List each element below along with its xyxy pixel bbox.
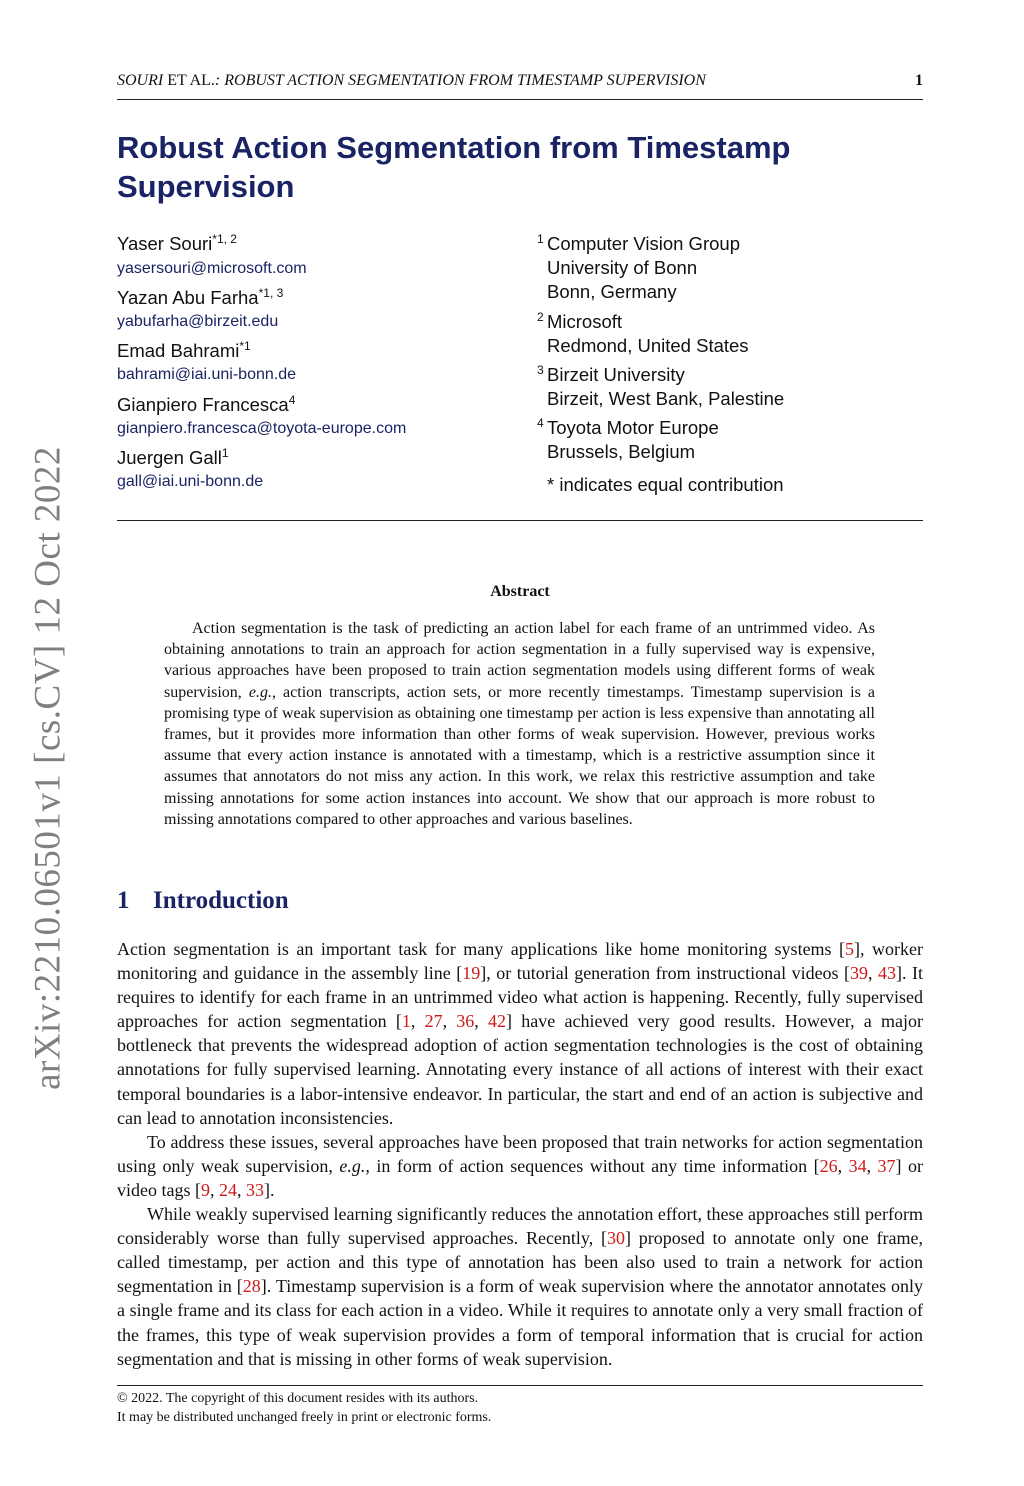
- affiliation-mark: 1: [537, 232, 544, 246]
- citation-link[interactable]: 1: [401, 1011, 411, 1032]
- intro-paragraph: Action segmentation is an important task for many applications like home monitoring systems [5], worker monitoring and guidance in the assembly line [19], or tutorial generation from instructional videos [39, 43]. It requires to identify for each frame in an untrimmed video what action is happening. Recently, fully supervised approaches for action segmentation [1, 27, 36, 42] have achieved very good results. However, a major bottleneck that prevents the widespread adoption of action segmentation technologies is the cost of obtaining annotations for fully supervised learning. Annotating every instance of all actions of interest with their exact temporal boundaries is a labor-intensive endeavor. In particular, the start and end of an action is subjective and can lead to annotation inconsistencies.: [117, 939, 924, 1128]
- equal-contribution-note: * indicates equal contribution: [547, 474, 784, 495]
- citation-link[interactable]: 5: [845, 939, 855, 959]
- abstract-heading: Abstract: [490, 583, 550, 600]
- affiliation: 1 Computer Vision Group University of Bonn Bonn, Germany: [537, 232, 740, 304]
- author-name: Gianpiero Francesca$^4$: [117, 393, 296, 415]
- citation-link[interactable]: 39: [850, 963, 869, 984]
- arxiv-stamp: arXiv:2210.06501v1 [cs.CV] 12 Oct 2022: [27, 446, 69, 1090]
- affiliation: 4 Toyota Motor Europe Brussels, Belgium: [537, 416, 719, 464]
- author-name: Yaser Souri$^{*1, 2}$: [117, 232, 237, 254]
- section-heading: [117, 887, 289, 915]
- section-number: 1: [117, 887, 130, 914]
- header-rule: [117, 99, 923, 100]
- copyright-line: © 2022. The copyright of this document resides with its authors.: [117, 1391, 479, 1406]
- citation-link[interactable]: 36: [456, 1011, 475, 1032]
- footer-rule: [117, 1385, 923, 1386]
- affiliation-mark: 4: [537, 416, 544, 430]
- author-email-link[interactable]: bahrami@iai.uni-bonn.de: [117, 366, 297, 383]
- affiliation-mark: 3: [537, 363, 544, 377]
- citation-link[interactable]: 27: [424, 1011, 443, 1032]
- author-marks: 1: [221, 446, 229, 460]
- author-marks: 4: [288, 393, 296, 407]
- affiliation: 2 Microsoft Redmond, United States: [537, 310, 749, 358]
- introduction-body: [117, 937, 923, 1371]
- running-header-etal: ET AL.: [163, 72, 215, 89]
- intro-paragraph: While weakly supervised learning significantly reduces the annotation effort, these approaches still perform considerably worse than fully supervised approaches. Recently, [30] proposed to annotate only one frame, called timestamp, per action and this type of annotation has been also used to train a network for action segmentation in [28]. Timestamp supervision is a form of weak supervision where the annotator annotates only a single frame and its class for each action in a video. While it requires to annotate only a very small fraction of the frames, this type of weak supervision provides a form of temporal information that is crucial for action segmentation and that is missing in other forms of weak supervision.: [117, 1204, 923, 1369]
- citation-link[interactable]: 30: [607, 1228, 626, 1249]
- running-header: [117, 72, 923, 94]
- author-email-link[interactable]: yabufarha@birzeit.edu: [117, 313, 279, 330]
- citation-link[interactable]: 28: [242, 1276, 261, 1297]
- citation-link[interactable]: 37: [877, 1155, 896, 1176]
- intro-paragraph: To address these issues, several approaches have been proposed that train networks for action segmentation using only weak supervision, e.g., in form of action sequences without any time information [26, 34, 37] or video tags [9, 24, 33].: [117, 1131, 924, 1200]
- running-header-title: [117, 72, 706, 90]
- abstract-body: Action segmentation is the task of predicting an action label for each frame of an untrimmed video. As obtaining annotations to train an approach for action segmentation in a fully supervised way is expensive, various approaches have been proposed to train action segmentation models using different forms of weak supervision, e.g., action transcripts, action sets, or more recently timestamps. Timestamp supervision is a promising type of weak supervision as obtaining one timestamp per action is less expensive than annotating all frames, but it provides more information than other forms of weak supervision. However, previous works assume that every action instance is annotated with a timestamp, which is a restrictive assumption since it assumes that annotators do not miss any action. In this work, we relax this restrictive assumption and take missing annotations for some action instances into account. We show that our approach is more robust to missing annotations compared to other approaches and various baselines.: [164, 620, 876, 828]
- authors-rule: [117, 520, 923, 521]
- citation-link[interactable]: 33: [245, 1179, 264, 1200]
- paper-title: Robust Action Segmentation from Timestamp Supervision: [117, 130, 791, 204]
- citation-link[interactable]: 24: [218, 1179, 237, 1200]
- section-title: Introduction: [153, 887, 289, 914]
- author-marks: *1, 3: [258, 286, 284, 300]
- author-marks: *1: [239, 339, 251, 353]
- running-header-author: SOURI: [117, 72, 164, 89]
- citation-link[interactable]: 26: [819, 1155, 838, 1176]
- running-header-paper-title: : ROBUST ACTION SEGMENTATION FROM TIMESTAMP SUPERVISION: [214, 72, 706, 89]
- distribution-line: It may be distributed unchanged freely in print or electronic forms.: [117, 1410, 492, 1425]
- citation-link[interactable]: 34: [848, 1155, 867, 1176]
- author-email-link[interactable]: gall@iai.uni-bonn.de: [117, 473, 264, 490]
- citation-link[interactable]: 42: [488, 1011, 507, 1032]
- citation-link[interactable]: 9: [200, 1179, 210, 1200]
- affiliation: 3 Birzeit University Birzeit, West Bank, Palestine: [537, 363, 784, 411]
- page-number: 1: [915, 72, 923, 89]
- author-name: Juergen Gall$^1$: [117, 446, 229, 468]
- author-email-link[interactable]: gianpiero.francesca@toyota-europe.com: [117, 420, 407, 437]
- author-name: Emad Bahrami$^{*1}$: [117, 339, 251, 361]
- copyright-footer: [117, 1389, 491, 1427]
- citation-link[interactable]: 43: [878, 963, 897, 984]
- affiliation-mark: 2: [537, 310, 544, 324]
- author-marks: *1, 2: [212, 232, 237, 246]
- author-name: Yazan Abu Farha$^{*1, 3}$: [117, 286, 284, 308]
- author-email-link[interactable]: yasersouri@microsoft.com: [117, 260, 307, 277]
- citation-link[interactable]: 19: [462, 963, 481, 984]
